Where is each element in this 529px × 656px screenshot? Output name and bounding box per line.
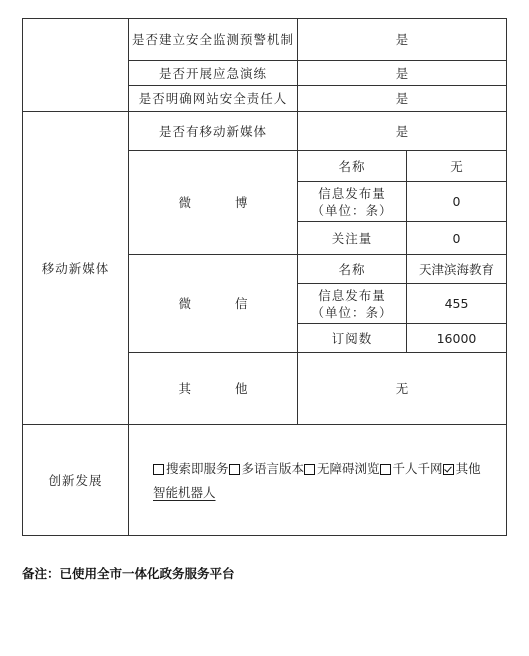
has-mobile-label: 是否有移动新媒体 [158,123,267,139]
checkbox-unchecked-icon[interactable] [304,464,315,475]
has-mobile-value: 是 [395,123,409,139]
option-personalized[interactable] [380,458,443,480]
wechat-posts-label-line1: 信息发布量 [318,287,386,303]
wechat-name-value: 天津滨海教育 [418,261,494,277]
option-accessibility[interactable] [304,458,380,480]
option-multilingual[interactable] [229,458,305,480]
weibo-posts-label-line1: 信息发布量 [318,185,386,201]
wechat-posts-label [298,284,406,323]
responsible-label: 是否明确网站安全责任人 [138,91,288,106]
option-label: 无障碍浏览 [317,461,380,476]
option-label: 多语言版本 [241,461,305,476]
wechat-name-label: 名称 [338,261,366,277]
wechat-posts-label-line2: （单位：条） [311,304,393,320]
innovation-label: 创新发展 [48,472,103,488]
other-innovation-text: 智能机器人 [153,484,216,500]
innovation-options [153,458,508,504]
checkbox-unchecked-icon[interactable] [229,464,240,475]
weibo-posts-value: 0 [452,194,461,209]
other-media-label: 其 他 [178,381,268,396]
drill-label: 是否开展应急演练 [158,65,267,81]
wechat-subs-label: 订阅数 [331,330,373,346]
other-media-value: 无 [395,381,409,396]
wechat-subs-value: 16000 [436,330,477,346]
option-label: 千人千网 [392,461,443,476]
weibo-label: 微 博 [178,195,268,210]
monitoring-value: 是 [395,32,409,47]
option-label: 其他 [455,461,481,476]
weibo-posts-label-line2: （单位：条） [311,202,393,218]
checkbox-checked-icon[interactable] [443,464,454,475]
weibo-name-value: 无 [450,158,463,174]
option-label: 搜索即服务 [166,461,229,476]
weibo-name-label: 名称 [338,158,366,174]
checkbox-unchecked-icon[interactable] [380,464,391,475]
checkbox-unchecked-icon[interactable] [153,464,164,475]
mobile-section-label: 移动新媒体 [41,260,110,276]
wechat-label: 微 信 [178,296,268,311]
footnote: 备注：已使用全市一体化政务服务平台 [22,566,235,581]
option-other[interactable] [443,458,481,480]
weibo-followers-label: 关注量 [331,230,373,246]
responsible-value: 是 [395,91,409,106]
table-bottom-border [22,535,507,536]
option-search-as-service[interactable] [153,458,229,480]
drill-value: 是 [395,65,409,81]
wechat-posts-value: 455 [444,296,469,311]
weibo-followers-value: 0 [452,230,461,246]
monitoring-label: 是否建立安全监测预警机制 [131,32,294,47]
weibo-posts-label [298,182,406,221]
